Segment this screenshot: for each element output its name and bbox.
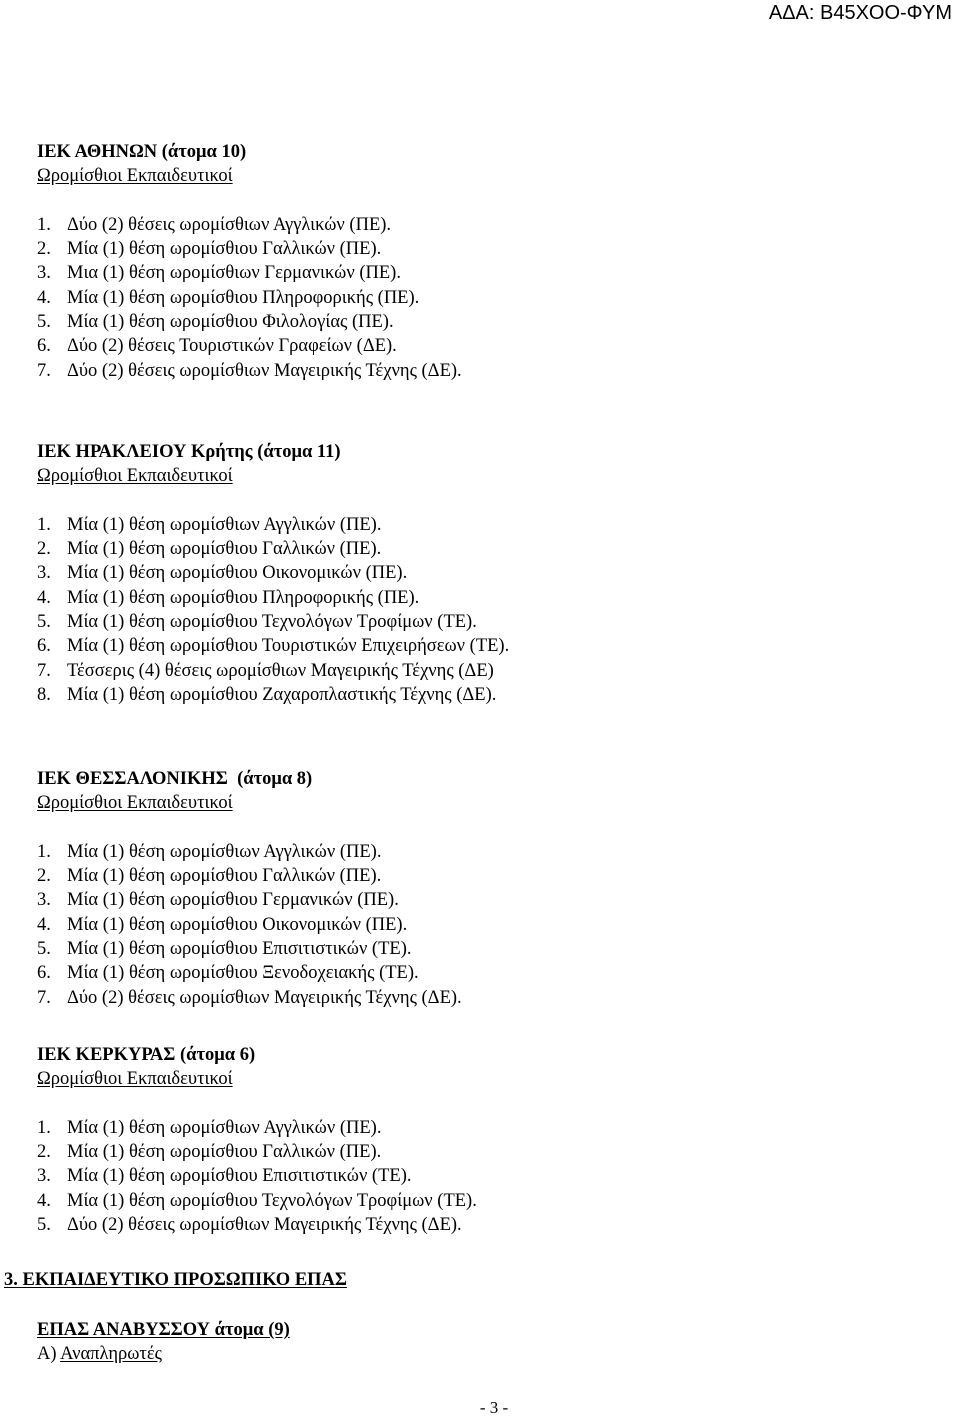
list-item: 7. Δύο (2) θέσεις ωρομίσθιων Μαγειρικής Τέχνης (ΔΕ). [37, 360, 462, 381]
list-item: 2. Μία (1) θέση ωρομίσθιου Γαλλικών (ΠΕ). [37, 239, 382, 260]
list-item: 6. Μία (1) θέση ωρομίσθιου Ξενοδοχειακής (ΤΕ). [37, 963, 419, 984]
list-item: 3. Μία (1) θέση ωρομίσθιου Γερμανικών (ΠΕ). [37, 890, 399, 911]
section-heading: 3. ΕΚΠΑΙΔΕΥΤΙΚΟ ΠΡΟΣΩΠΙΚΟ ΕΠΑΣ [4, 1270, 347, 1290]
list-item: 2. Μία (1) θέση ωρομίσθιου Γαλλικών (ΠΕ). [37, 866, 382, 887]
list-item: 3. Μια (1) θέση ωρομίσθιων Γερμανικών (ΠΕ). [37, 263, 401, 284]
ada-code: ΑΔΑ: Β45ΧΟΟ-ΦΥΜ [768, 2, 952, 24]
list-item: 4. Μία (1) θέση ωρομίσθιου Οικονομικών (ΠΕ). [37, 914, 408, 935]
list-item: 4. Μία (1) θέση ωρομίσθιου Τεχνολόγων Τροφίμων (ΤΕ). [37, 1190, 477, 1211]
section-title: ΙΕΚ ΑΘΗΝΩΝ (άτομα 10) [37, 142, 247, 162]
list-heading: Α) Αναπληρωτές [37, 1344, 162, 1365]
section-iek-athens [37, 140, 462, 383]
list-item: 1. Μία (1) θέση ωρομίσθιων Αγγλικών (ΠΕ). [37, 514, 382, 535]
list-item: 1. Δύο (2) θέσεις ωρομίσθιων Αγγλικών (ΠΕ). [37, 214, 392, 235]
list-item: 8. Μία (1) θέση ωρομίσθιου Ζαχαροπλαστικής Τέχνης (ΔΕ). [37, 684, 497, 705]
list-item: 5. Μία (1) θέση ωρομίσθιου Επισιτιστικών (ΤΕ). [37, 939, 412, 960]
section-iek-thessaloniki [37, 767, 462, 1010]
list-item: 4. Μία (1) θέση ωρομίσθιου Πληροφορικής (ΠΕ). [37, 587, 420, 608]
list-item: 7. Τέσσερις (4) θέσεις ωρομίσθιων Μαγειρικής Τέχνης (ΔΕ) [37, 660, 494, 681]
section-subtitle: Ωρομίσθιοι Εκπαιδευτικοί [37, 466, 233, 487]
list-item: 5. Δύο (2) θέσεις ωρομίσθιων Μαγειρικής Τέχνης (ΔΕ). [37, 1215, 462, 1236]
section-title: ΙΕΚ ΘΕΣΣΑΛΟΝΙΚΗΣ (άτομα 8) [37, 769, 313, 789]
list-item: 6. Μία (1) θέση ωρομίσθιου Τουριστικών Επιχειρήσεων (ΤΕ). [37, 636, 510, 657]
list-label: Αναπληρωτές [60, 1344, 162, 1365]
section-iek-heraklion [37, 440, 509, 707]
list-item: 3. Μία (1) θέση ωρομίσθιου Οικονομικών (ΠΕ). [37, 563, 408, 584]
list-item: 5. Μία (1) θέση ωρομίσθιου Τεχνολόγων Τροφίμων (ΤΕ). [37, 612, 477, 633]
section-epas-staff [4, 1268, 347, 1292]
list-item: 7. Δύο (2) θέσεις ωρομίσθιων Μαγειρικής Τέχνης (ΔΕ). [37, 987, 462, 1008]
section-iek-kerkyra [37, 1043, 477, 1237]
list-item: 1. Μία (1) θέση ωρομίσθιων Αγγλικών (ΠΕ). [37, 841, 382, 862]
section-subtitle: Ωρομίσθιοι Εκπαιδευτικοί [37, 793, 233, 814]
list-item: 2. Μία (1) θέση ωρομίσθιου Γαλλικών (ΠΕ). [37, 539, 382, 560]
list-item: 5. Μία (1) θέση ωρομίσθιου Φιλολογίας (ΠΕ). [37, 312, 394, 333]
list-item: 2. Μία (1) θέση ωρομίσθιου Γαλλικών (ΠΕ). [37, 1142, 382, 1163]
subsection-heading: ΕΠΑΣ ΑΝΑΒΥΣΣΟΥ άτομα (9) [37, 1320, 290, 1340]
section-title: ΙΕΚ ΚΕΡΚΥΡΑΣ (άτομα 6) [37, 1045, 256, 1065]
section-epas-anavyssou [37, 1318, 290, 1367]
list-item: 1. Μία (1) θέση ωρομίσθιων Αγγλικών (ΠΕ). [37, 1117, 382, 1138]
section-subtitle: Ωρομίσθιοι Εκπαιδευτικοί [37, 166, 233, 187]
list-item: 4. Μία (1) θέση ωρομίσθιου Πληροφορικής (ΠΕ). [37, 287, 420, 308]
list-item: 3. Μία (1) θέση ωρομίσθιου Επισιτιστικών (ΤΕ). [37, 1166, 412, 1187]
list-item: 6. Δύο (2) θέσεις Τουριστικών Γραφείων (ΔΕ). [37, 336, 397, 357]
page-number: - 3 - [479, 1398, 509, 1417]
section-title: ΙΕΚ ΗΡΑΚΛΕΙΟΥ Κρήτης (άτομα 11) [37, 442, 341, 462]
section-subtitle: Ωρομίσθιοι Εκπαιδευτικοί [37, 1069, 233, 1090]
